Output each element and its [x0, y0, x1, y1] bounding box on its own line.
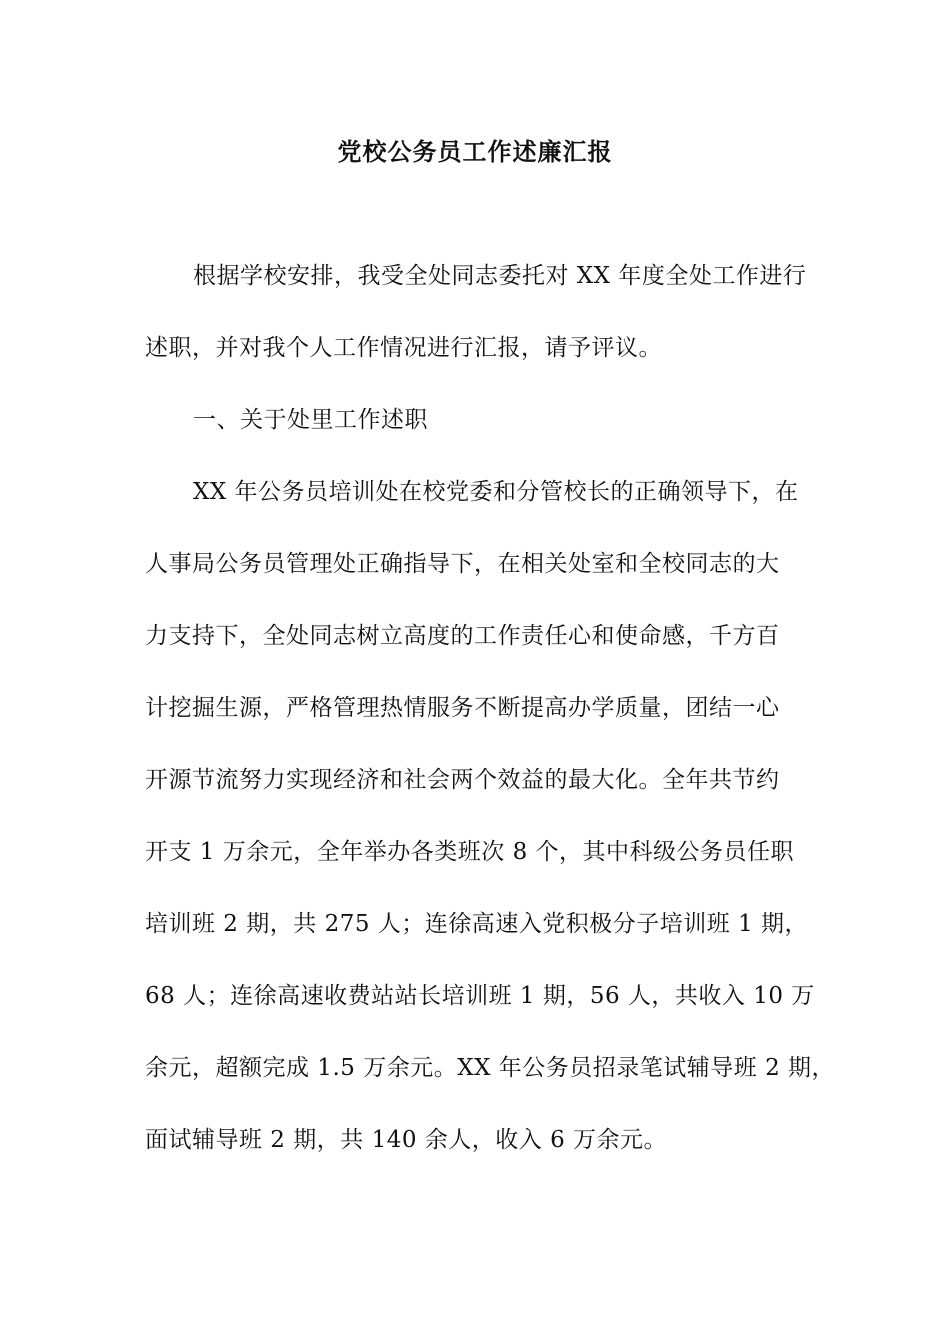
- paragraph-line: 计挖掘生源，严格管理热情服务不断提高办学质量，团结一心: [145, 695, 780, 721]
- paragraph-line: 人事局公务员管理处正确指导下，在相关处室和全校同志的大: [145, 551, 780, 577]
- paragraph-line: 开支 1 万余元，全年举办各类班次 8 个，其中科级公务员任职: [145, 839, 795, 865]
- section-heading: 一、关于处里工作述职: [193, 407, 428, 433]
- paragraph-line: 余元，超额完成 1.5 万余元。XX 年公务员招录笔试辅导班 2 期，: [145, 1055, 836, 1081]
- paragraph-line: 培训班 2 期，共 275 人；连徐高速入党积极分子培训班 1 期，: [145, 911, 809, 937]
- paragraph-line: XX 年公务员培训处在校党委和分管校长的正确领导下，在: [193, 479, 799, 505]
- document-body: [145, 254, 835, 1190]
- document-title: 党校公务员工作述廉汇报: [337, 137, 613, 166]
- paragraph-line: 68 人；连徐高速收费站站长培训班 1 期，56 人，共收入 10 万: [145, 983, 815, 1009]
- paragraph-line: 开源节流努力实现经济和社会两个效益的最大化。全年共节约: [145, 767, 780, 793]
- paragraph-line: 根据学校安排，我受全处同志委托对 XX 年度全处工作进行: [193, 263, 807, 289]
- paragraph-line: 力支持下，全处同志树立高度的工作责任心和使命感，千方百: [145, 623, 780, 649]
- paragraph-line: 面试辅导班 2 期，共 140 余人，收入 6 万余元。: [145, 1127, 668, 1153]
- paragraph-line: 述职，并对我个人工作情况进行汇报，请予评议。: [145, 335, 662, 361]
